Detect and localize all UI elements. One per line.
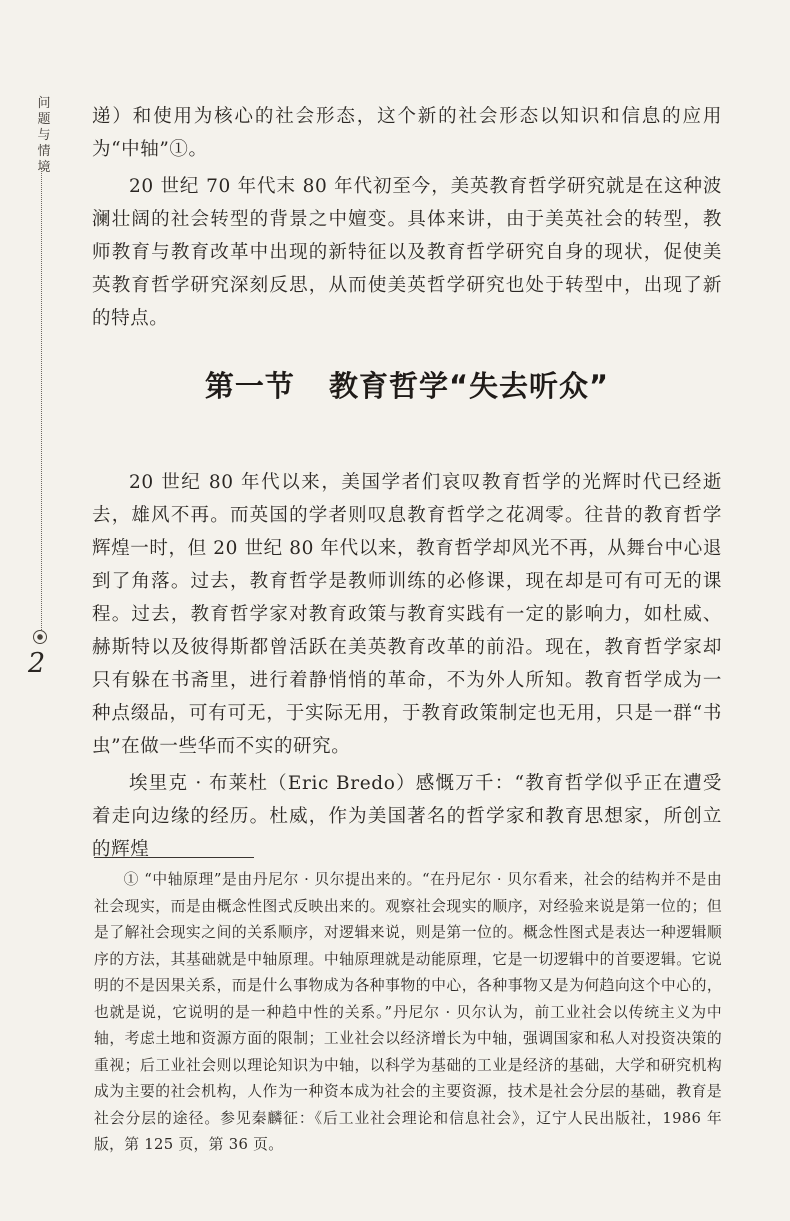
paragraph: 20 世纪 80 年代以来，美国学者们哀叹教育哲学的光辉时代已经逝去，雄风不再。而英国的学者则叹息教育哲学之花凋零。往昔的教育哲学辉煌一时，但 20 世纪 80 年代以来，教育哲学却风光不再，从舞台中心退到了角落。过去，教育哲学是教师训练的必修课，现在却是可有可无的课程。过去，教育哲学家对教育政策与教育实践有一定的影响力，如杜威、赫斯特以及彼得斯都曾活跃在美英教育改革的前沿。现在，教育哲学家却只有躲在书斋里，进行着静悄悄的革命，不为外人所知。教育哲学成为一种点缀品，可有可无，于实际无用，于教育政策制定也无用，只是一群“书虫”在做一些华而不实的研究。 bbox=[92, 472, 722, 757]
running-head-char: 与 bbox=[37, 128, 51, 143]
section-title: 教育哲学“失去听众” bbox=[328, 369, 610, 403]
section-number: 第一节 bbox=[204, 369, 295, 403]
paragraph: 递）和使用为核心的社会形态，这个新的社会形态以知识和信息的应用为“中轴”①。 bbox=[92, 106, 722, 160]
running-head-char: 境 bbox=[37, 160, 51, 175]
body-text-section bbox=[92, 466, 722, 866]
footnote: ① “中轴原理”是由丹尼尔 · 贝尔提出来的。“在丹尼尔 · 贝尔看来，社会的结构并不是由社会现实，而是由概念性图式反映出来的。观察社会现实的顺序，对经验来说是第一位的；但是了解社会现实之间的关系顺序，对逻辑来说，则是第一位的。概念性图式是表达一种逻辑顺序的方法，其基础就是中轴原理。中轴原理就是动能原理，它是一切逻辑中的首要逻辑。它说明的不是因果关系，而是什么事物成为各种事物的中心，各种事物又是为何趋向这个中心的，也就是说，它说明的是一种趋中性的关系。”丹尼尔 · 贝尔认为，前工业社会以传统主义为中轴，考虑土地和资源方面的限制；工业社会以经济增长为中轴，强调国家和私人对投资决策的重视；后工业社会则以理论知识为中轴，以科学为基础的工业是经济的基础，大学和研究机构成为主要的社会机构，人作为一种资本成为社会的主要资源，技术是社会分层的基础，教育是社会分层的途径。参见秦麟征：《后工业社会理论和信息社会》，辽宁人民出版社，1986 年版，第 125 页，第 36 页。 bbox=[94, 871, 722, 1153]
section-heading bbox=[92, 364, 722, 405]
running-head-char: 问 bbox=[37, 96, 51, 111]
running-head-char: 题 bbox=[37, 112, 51, 127]
footnote-divider bbox=[94, 857, 254, 858]
body-text-top bbox=[92, 100, 722, 335]
page-number: 2 bbox=[28, 648, 46, 679]
running-head bbox=[34, 96, 54, 176]
margin-ornament-icon bbox=[33, 630, 47, 644]
paragraph: 20 世纪 70 年代末 80 年代初至今，美英教育哲学研究就是在这种波澜壮阔的社会转型的背景之中嬗变。具体来讲，由于美英社会的转型，教师教育与教育改革中出现的新特征以及教育哲学研究自身的现状，促使美英教育哲学研究深刻反思，从而使美英哲学研究也处于转型中，出现了新的特点。 bbox=[92, 176, 722, 329]
running-head-char: 情 bbox=[37, 144, 51, 159]
margin-dotted-rule bbox=[41, 168, 42, 630]
paragraph: 埃里克 · 布莱杜（Eric Bredo）感慨万千：“教育哲学似乎正在遭受着走向边缘的经历。杜威，作为美国著名的哲学家和教育思想家，所创立的辉煌 bbox=[92, 773, 722, 860]
